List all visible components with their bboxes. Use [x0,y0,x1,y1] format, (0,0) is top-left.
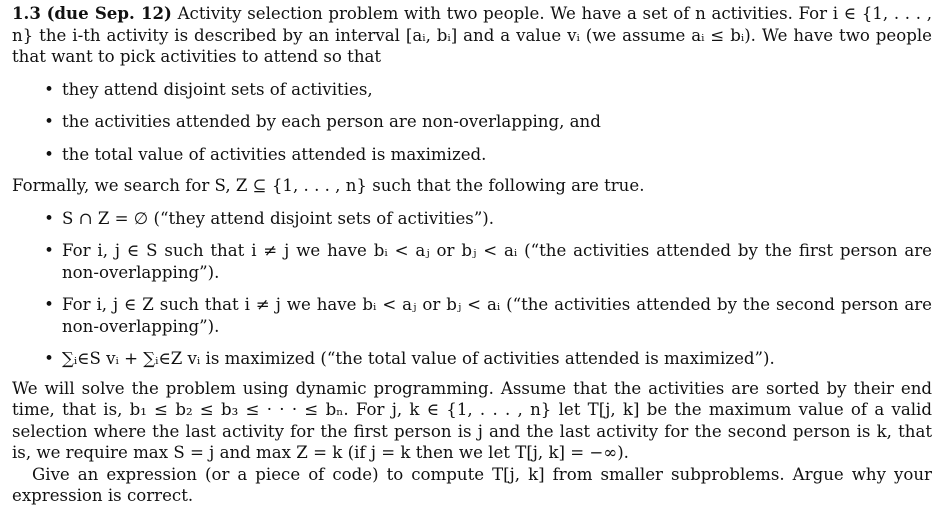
list-item [12,111,932,133]
formal-condition-text: For i, j ∈ Z such that i ≠ j we have bᵢ < aⱼ or bⱼ < aᵢ (“the activities attended by the second person are non-overlapping”). [62,295,932,336]
list-item [12,294,932,337]
dp-paragraph: We will solve the problem using dynamic programming. Assume that the activities are sorted by their end time, that is, b₁ ≤ b₂ ≤ b₃ ≤ · · · ≤ bₙ. For j, k ∈ {1, . . . , n} let T[j, k] be the maximum value of a valid selection where the last activity for the first person is j and the last activity for the second person is k, that is, we require max S = j and max Z = k (if j = k then we let T[j, k] = −∞). [12,378,932,462]
formal-condition-text: ∑ᵢ∈S vᵢ + ∑ᵢ∈Z vᵢ is maximized (“the total value of activities attended is maximized”). [62,349,775,368]
bullet-icon: • [44,349,54,368]
list-item [12,348,932,370]
list-item [12,208,932,230]
condition-text: the total value of activities attended is maximized. [62,144,487,164]
problem-intro-text: Activity selection problem with two people. We have a set of n activities. For i ∈ {1, . . . , n} the i-th activity is described by an interval [aᵢ, bᵢ] and a value vᵢ (we assume aᵢ ≤ bᵢ). We have two people that want to pick activities to attend so that [12,4,932,66]
task-paragraph: Give an expression (or a piece of code) to compute T[j, k] from smaller subproblems. Argue why your expression is correct. [12,464,932,505]
problem-number: 1.3 [12,3,41,23]
formal-intro: Formally, we search for S, Z ⊆ {1, . . . , n} such that the following are true. [12,176,645,195]
formal-conditions-list [12,208,932,370]
formal-condition-text: For i, j ∈ S such that i ≠ j we have bᵢ < aⱼ or bⱼ < aᵢ (“the activities attended by the first person are non-overlapping”). [62,241,932,282]
list-item [12,79,932,101]
informal-conditions-list [12,79,932,166]
list-item [12,144,932,166]
bullet-icon: • [44,241,54,260]
bullet-icon: • [44,208,54,228]
bullet-icon: • [44,112,54,131]
problem-intro [12,3,932,68]
bullet-icon: • [44,144,54,164]
formal-condition-text: S ∩ Z = ∅ (“they attend disjoint sets of activities”). [62,208,495,228]
bullet-icon: • [44,295,54,314]
condition-text: they attend disjoint sets of activities, [62,79,373,99]
list-item [12,240,932,283]
bullet-icon: • [44,79,54,99]
condition-text: the activities attended by each person are non-overlapping, and [62,112,601,131]
problem-due-date: (due Sep. 12) [46,3,172,23]
